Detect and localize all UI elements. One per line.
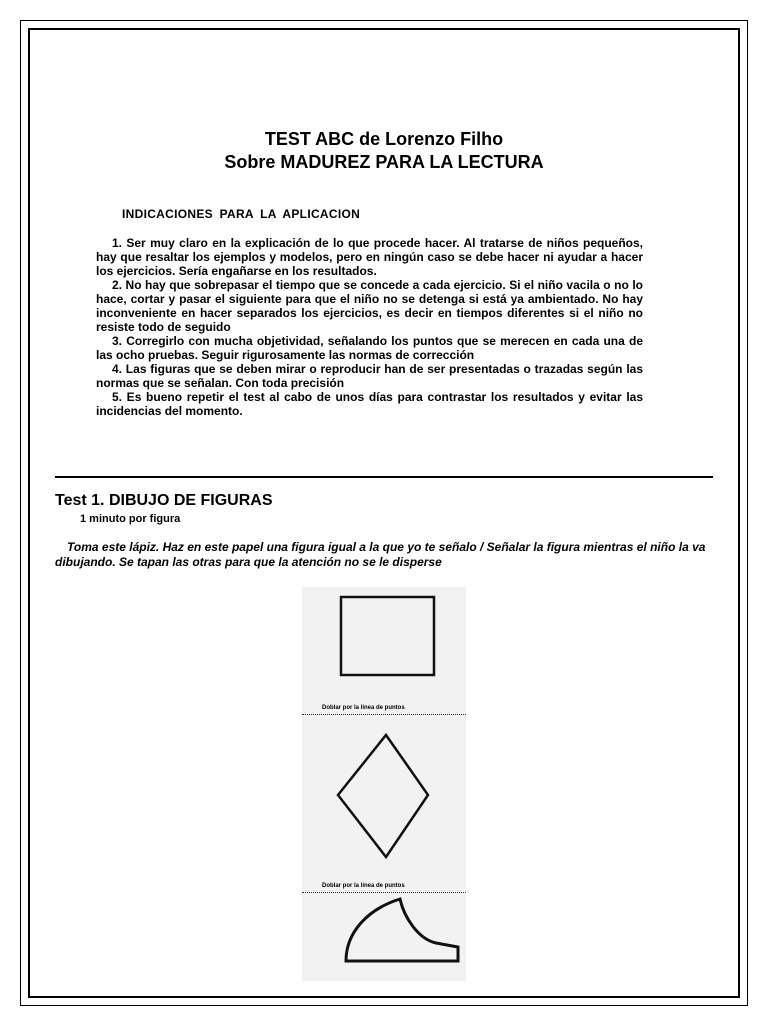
square-figure bbox=[341, 597, 434, 675]
figure-drawings bbox=[302, 587, 466, 981]
fold-line-2 bbox=[302, 892, 466, 893]
section-divider bbox=[55, 476, 713, 478]
instruction-item: 3. Corregirlo con mucha objetividad, señalando los puntos que se merecen en cada una de las ocho pruebas. Seguir rigurosamente las normas de corrección bbox=[96, 334, 643, 362]
test1-time-limit: 1 minuto por figura bbox=[80, 513, 181, 525]
instruction-item: 5. Es bueno repetir el test al cabo de unos días para contrastar los resultados y evitar las incidencias del momento. bbox=[96, 390, 643, 418]
test1-description-text: Toma este lápiz. Haz en este papel una figura igual a la que yo te señalo / Señalar la figura mientras el niño la va dibujando. Se tapan las otras para que la atención no se le disperse bbox=[55, 540, 706, 569]
fold-label-2: Doblar por la línea de puntos bbox=[322, 883, 405, 889]
test1-title: Test 1. DIBUJO DE FIGURAS bbox=[55, 492, 273, 509]
diamond-figure bbox=[338, 735, 428, 857]
instruction-item: 4. Las figuras que se deben mirar o reproducir han de ser presentadas o trazadas según las normas que se señalan. Con toda precisión bbox=[96, 362, 643, 390]
test1-description bbox=[55, 540, 715, 570]
figure-sheet-image bbox=[302, 587, 466, 981]
instruction-item: 2. No hay que sobrepasar el tiempo que se concede a cada ejercicio. Si el niño vacila o no lo hace, cortar y pasar el siguiente para que el niño no se detenga si está ya ambientado. No hay inconveniente en hacer separados los ejercicios, es decir en tiempos diferentes si el niño no resiste todo de seguido bbox=[96, 278, 643, 334]
document-title: TEST ABC de Lorenzo Filho bbox=[264, 129, 504, 149]
fold-label-1: Doblar por la línea de puntos bbox=[322, 705, 405, 711]
instructions-list bbox=[96, 236, 643, 418]
instructions-heading: INDICACIONES PARA LA APLICACION bbox=[122, 207, 361, 221]
fold-line-1 bbox=[302, 714, 466, 715]
document-subtitle: Sobre MADUREZ PARA LA LECTURA bbox=[224, 152, 544, 172]
curved-figure bbox=[346, 899, 458, 961]
instruction-item: 1. Ser muy claro en la explicación de lo que procede hacer. Al tratarse de niños pequeños, hay que resaltar los ejemplos y modelos, pero en ningún caso se debe hacer ni ayudar a hacer los ejercicios. Sería engañarse en los resultados. bbox=[96, 236, 643, 278]
